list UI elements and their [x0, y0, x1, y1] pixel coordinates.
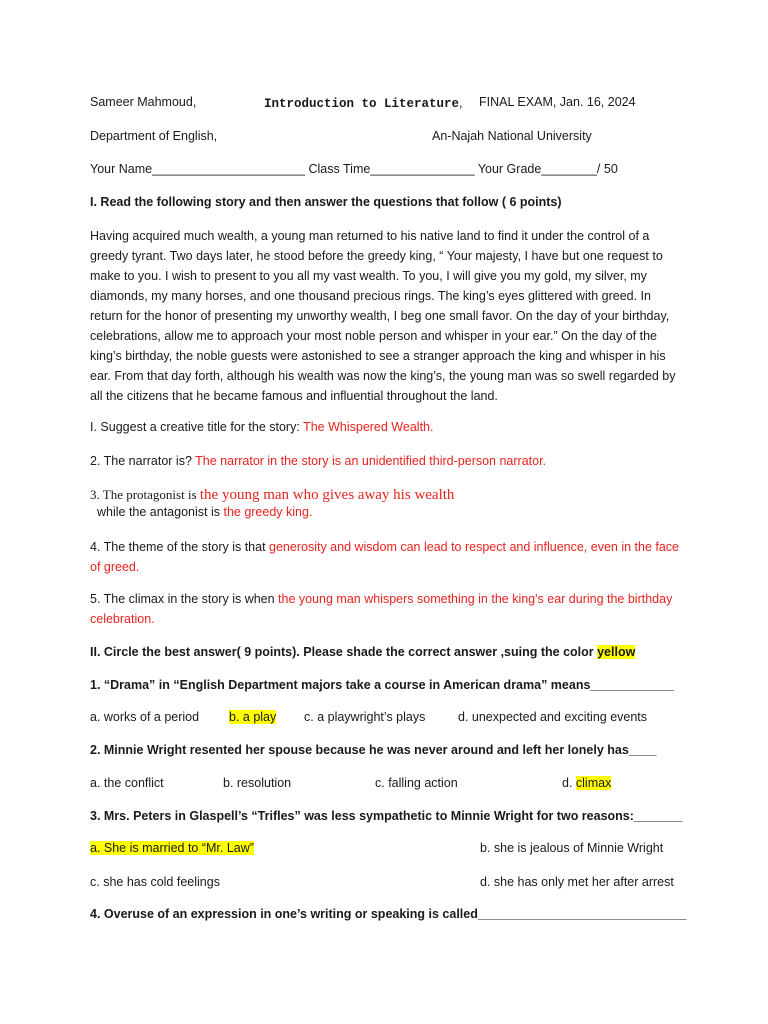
question-4-prompt: 4. The theme of the story is that: [90, 540, 270, 554]
question-1-prompt: I. Suggest a creative title for the story:: [90, 420, 304, 434]
question-1-answer: The Whispered Wealth.: [303, 420, 434, 434]
section2-heading-yellow: yellow: [597, 645, 636, 659]
question-1: [90, 420, 433, 434]
question-5: [90, 589, 680, 629]
mc-q3-option-c: c. she has cold feelings: [90, 875, 220, 889]
question-2-answer: The narrator in the story is an unidentified third-person narrator.: [195, 454, 547, 468]
mc-q2-option-d: [562, 776, 611, 790]
mc-q1-option-a: a. works of a period: [90, 710, 200, 724]
exam-label: FINAL EXAM, Jan. 16, 2024: [479, 95, 636, 109]
course-title-text: Introduction to Literature: [264, 97, 460, 111]
mc-q2-option-d-label: d.: [562, 776, 576, 790]
course-title: [264, 96, 463, 111]
mc-q2-option-b: b. resolution: [223, 776, 292, 790]
question-3-prompt: 3. The protagonist is: [90, 487, 200, 502]
question-5-prompt: 5. The climax in the story is when: [90, 592, 279, 606]
question-3b-answer: the greedy king.: [223, 505, 313, 519]
mc-question-4-stem: 4. Overuse of an expression in one’s writing or speaking is called______________________________: [90, 907, 687, 921]
section1-heading: I. Read the following story and then answer the questions that follow ( 6 points): [90, 195, 562, 209]
university: An-Najah National University: [432, 129, 592, 143]
mc-q3-option-b: b. she is jealous of Minnie Wright: [480, 841, 664, 855]
mc-question-1-stem: 1. “Drama” in “English Department majors take a course in American drama” means____________: [90, 678, 674, 692]
course-title-comma: ,: [459, 96, 463, 110]
question-3b: [97, 505, 312, 519]
section2-heading-text: II. Circle the best answer( 9 points). Please shade the correct answer ,suing the color: [90, 645, 598, 659]
question-2-prompt: 2. The narrator is?: [90, 454, 196, 468]
question-2: [90, 454, 546, 468]
question-4: [90, 537, 680, 577]
student-info-line: Your Name______________________ Class Time_______________ Your Grade________/ 50: [90, 162, 618, 176]
department: Department of English,: [90, 129, 218, 143]
mc-q2-option-a: a. the conflict: [90, 776, 164, 790]
question-4-answer: generosity and wisdom can lead to respect and influence, even in the face of greed.: [90, 540, 680, 574]
mc-q1-option-b: b. a play: [229, 710, 277, 724]
story-paragraph: Having acquired much wealth, a young man returned to his native land to find it under the control of a greedy tyrant. Two days later, he stood before the greedy king, “ Your majesty, I have but one request to make to you. I wish to present to you all my vast wealth. To you, I will give you my gold, my silver, my diamonds, my many horses, and one thousand precious rings. The king’s eyes glittered with greed. In return for the honor of presenting my unworthy wealth, I beg one small favor. On the day of your birthday, celebrations, allow me to approach your most noble person and whisper in your ear.” On the day of the king’s birthday, the noble guests were astonished to see a stranger approach the king and whisper in his ear. From that day forth, although his wealth was now the king’s, the young man was so swell regarded by all the citizens that he became famous and influential throughout the land.: [90, 229, 676, 403]
question-3b-prompt: while the antagonist is: [97, 505, 224, 519]
mc-question-2-stem: 2. Minnie Wright resented her spouse because he was never around and left her lonely has____: [90, 743, 657, 757]
section2-heading: [90, 645, 635, 659]
question-5-answer: the young man whispers something in the king's ear during the birthday celebration.: [90, 592, 673, 626]
mc-question-3-stem: 3. Mrs. Peters in Glaspell’s “Trifles” was less sympathetic to Minnie Wright for two reasons:_______: [90, 809, 683, 823]
mc-q3-option-d: d. she has only met her after arrest: [480, 875, 674, 889]
mc-q3-option-a: a. She is married to “Mr. Law”: [90, 841, 254, 855]
author-name: Sameer Mahmoud,: [90, 95, 197, 109]
question-3-answer: the young man who gives away his wealth: [199, 487, 455, 503]
mc-q2-option-d-answer: climax: [575, 776, 612, 790]
mc-q2-option-c: c. falling action: [375, 776, 458, 790]
question-3: [90, 487, 454, 504]
mc-q1-option-c: c. a playwright’s plays: [304, 710, 426, 724]
mc-q1-option-d: d. unexpected and exciting events: [458, 710, 648, 724]
